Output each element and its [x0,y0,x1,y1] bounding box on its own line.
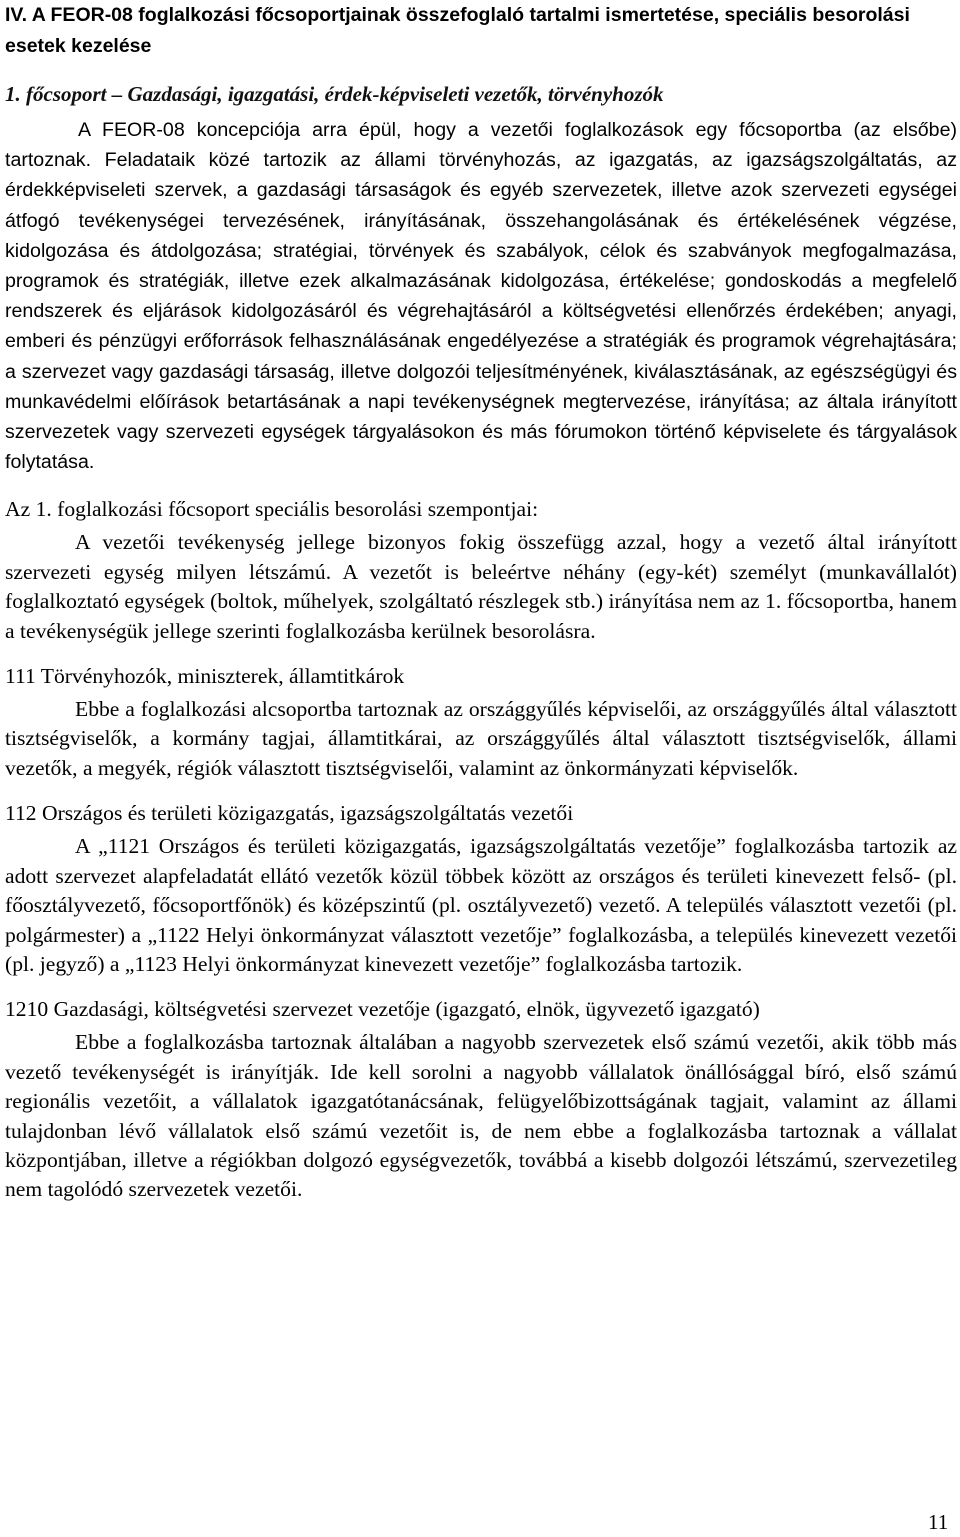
section-text-111: Ebbe a foglalkozási alcsoportba tartoznak az országgyűlés képviselői, az országgyűlés által választott tisztségviselők, a kormány tagjai, államtitkárai, az országgyűlés által választott tisztségviselők, állami vezetők, a megyék, régiók választott tisztségviselői, valamint az önkormányzati képviselők. [5,697,957,780]
group-title: 1. főcsoport – Gazdasági, igazgatási, érdek-képviseleti vezetők, törvényhozók [5,82,664,106]
document-page [5,0,957,1205]
page-number: 11 [928,1510,949,1534]
special-criteria-heading: Az 1. foglalkozási főcsoport speciális besorolási szempontjai: [5,497,539,522]
special-criteria-text: A vezetői tevékenység jellege bizonyos fokig összefügg azzal, hogy a vezető által irányított szervezeti egység milyen létszámú. A vezetőt is beleértve néhány (egy-két) személyt (munkavállalót) foglalkoztató egységek (boltok, műhelyek, szolgáltató részlegek stb.) irányítása nem az 1. főcsoportba, hanem a tevékenységük jellege szerinti foglalkozásba kerülnek besorolásra. [5,530,957,643]
section-heading-112: 112 Országos és területi közigazgatás, igazságszolgáltatás vezetői [5,801,574,826]
section-heading-111: 111 Törvényhozók, miniszterek, államtitkárok [5,664,405,689]
intro-paragraph-lead: A FEOR-08 koncepciója arra épül, hogy a vezetői foglalkozások egy főcsoportba (az elsőbe) tartoznak. [5,119,957,172]
section-text-1210: Ebbe a foglalkozásba tartoznak általában a nagyobb szervezetek első számú vezetői, akik több más vezető tevékenységét is irányítják. Ide kell sorolni a nagyobb vállalatok önállósággal bíró, első számú regionális vezetőit, a vállalatok igazgatótanácsának, felügyelőbizottságának tagjait, valamint az állami tulajdonban lévő vállalatok első számú vezetőit is, de nem ebbe a foglalkozásba tartoznak a vállalat központjában, illetve a régiókban dolgozó egységvezetők, továbbá a kisebb dolgozói létszámú, szervezetileg nem tagolódó szervezetek vezetői. [5,1030,957,1202]
section-text-112: A „1121 Országos és területi közigazgatás, igazságszolgáltatás vezetője” foglalkozásba tartozik az adott szervezet alapfeladatát ellátó vezetők közül többek között az országos és területi kinevezett felső- (pl. főosztályvezető, főcsoportfőnök) és középszintű (pl. osztályvezető) vezető. A település választott vezetői (pl. polgármester) a „1122 Helyi önkormányzat választott vezetője” foglalkozásba, a település kinevezett vezetői (pl. jegyző) a „1123 Helyi önkormányzat kinevezett vezetője” foglalkozásba tartozik. [5,834,957,976]
section-heading-1210: 1210 Gazdasági, költségvetési szervezet vezetője (igazgató, elnök, ügyvezető igazgató) [5,997,760,1022]
intro-paragraph [5,115,957,477]
section-title: IV. A FEOR-08 foglalkozási főcsoportjainak összefoglaló tartalmi ismertetése, speciális besorolási esetek kezelése [5,4,910,57]
intro-paragraph-rest: Feladataik közé tartozik az állami törvényhozás, az igazgatás, az igazságszolgáltatás, az érdekképviseleti szervek, a gazdasági társaságok és egyéb szervezetek, illetve azok szervezeti egységei átfogó tevékenységei tervezésének, irányításának, összehangolásának és értékelésének végzése, kidolgozása és átdolgozása; stratégiai, törvények és szabályok, célok és szabványok megfogalmazása, programok és stratégiák, illetve ezek alkalmazásának kidolgozása, értékelése; gondoskodás a megfelelő rendszerek és eljárások kidolgozásáról és végrehajtásáról a költségvetési ellenőrzés érdekében; anyagi, emberi és pénzügyi erőforrások felhasználásának engedélyezése a stratégiák és programok végrehajtására; a szervezet vagy gazdasági társaság, illetve dolgozói teljesítményének, kiválasztásának, az egészségügyi és munkavédelmi előírások betartásának a napi tevékenységnek megtervezése, irányítása; az általa irányított szervezetek vagy szervezeti egységek tárgyalásokon és más fórumokon történő képviselete és tárgyalások folytatása. [5,149,957,474]
